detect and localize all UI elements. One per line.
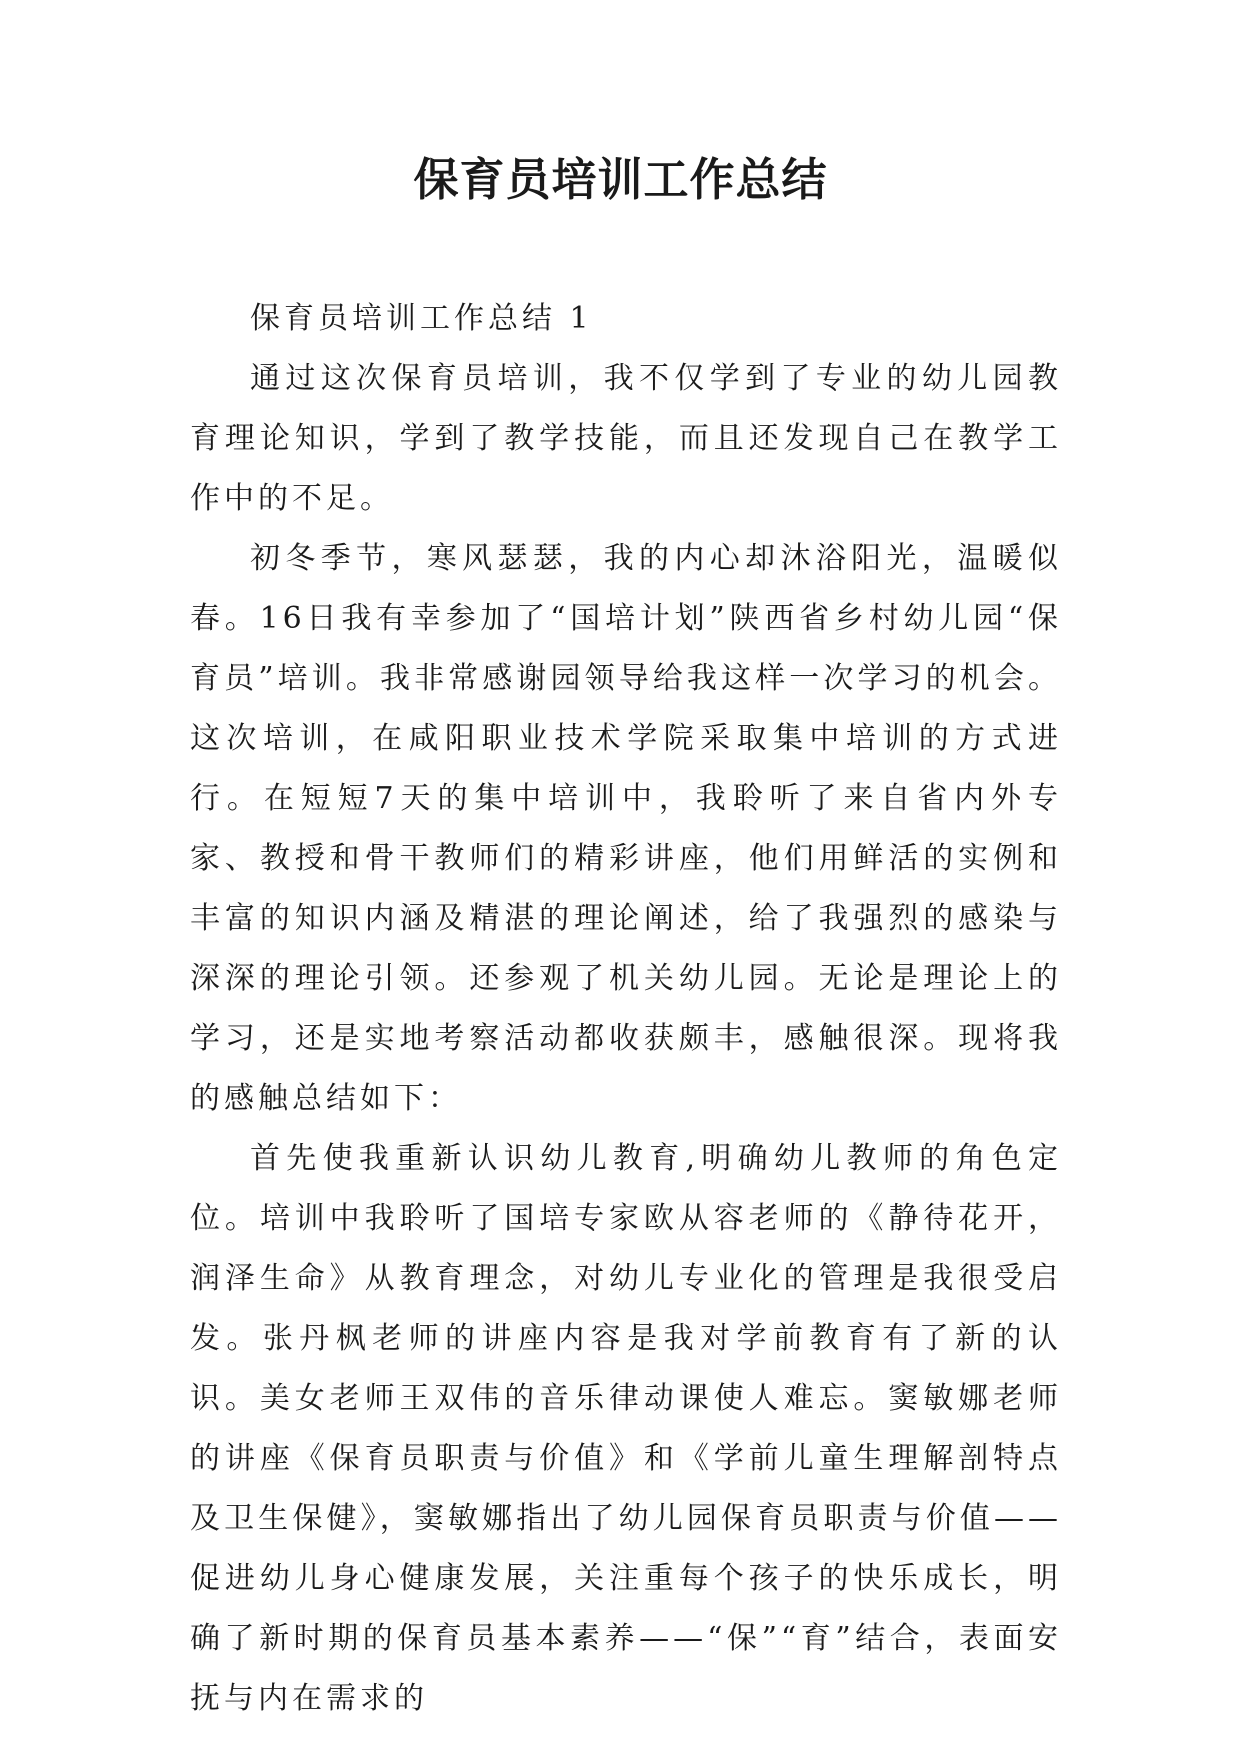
document-body (190, 289, 1062, 1729)
paragraph-1: 通过这次保育员培训，我不仅学到了专业的幼儿园教育理论知识，学到了教学技能，而且还发现自己在教学工作中的不足。 (190, 361, 1062, 516)
section-heading: 保育员培训工作总结 1 (250, 301, 593, 336)
paragraph-2: 初冬季节，寒风瑟瑟，我的内心却沐浴阳光，温暖似春。16日我有幸参加了“国培计划”陕西省乡村幼儿园“保育员”培训。我非常感谢园领导给我这样一次学习的机会。这次培训，在咸阳职业技术学院采取集中培训的方式进行。在短短7天的集中培训中，我聆听了来自省内外专家、教授和骨干教师们的精彩讲座，他们用鲜活的实例和丰富的知识内涵及精湛的理论阐述，给了我强烈的感染与深深的理论引领。还参观了机关幼儿园。无论是理论上的学习，还是实地考察活动都收获颇丰，感触很深。现将我的感触总结如下： (190, 541, 1062, 1116)
paragraph-3: 首先使我重新认识幼儿教育,明确幼儿教师的角色定位。培训中我聆听了国培专家欧从容老师的《静待花开，润泽生命》从教育理念，对幼儿专业化的管理是我很受启发。张丹枫老师的讲座内容是我对学前教育有了新的认识。美女老师王双伟的音乐律动课使人难忘。窦敏娜老师的讲座《保育员职责与价值》和《学前儿童生理解剖特点及卫生保健》，窦敏娜指出了幼儿园保育员职责与价值——促进幼儿身心健康发展，关注重每个孩子的快乐成长，明确了新时期的保育员基本素养——“保”“育”结合，表面安抚与内在需求的 (190, 1141, 1062, 1716)
document-title: 保育员培训工作总结 (413, 153, 828, 206)
